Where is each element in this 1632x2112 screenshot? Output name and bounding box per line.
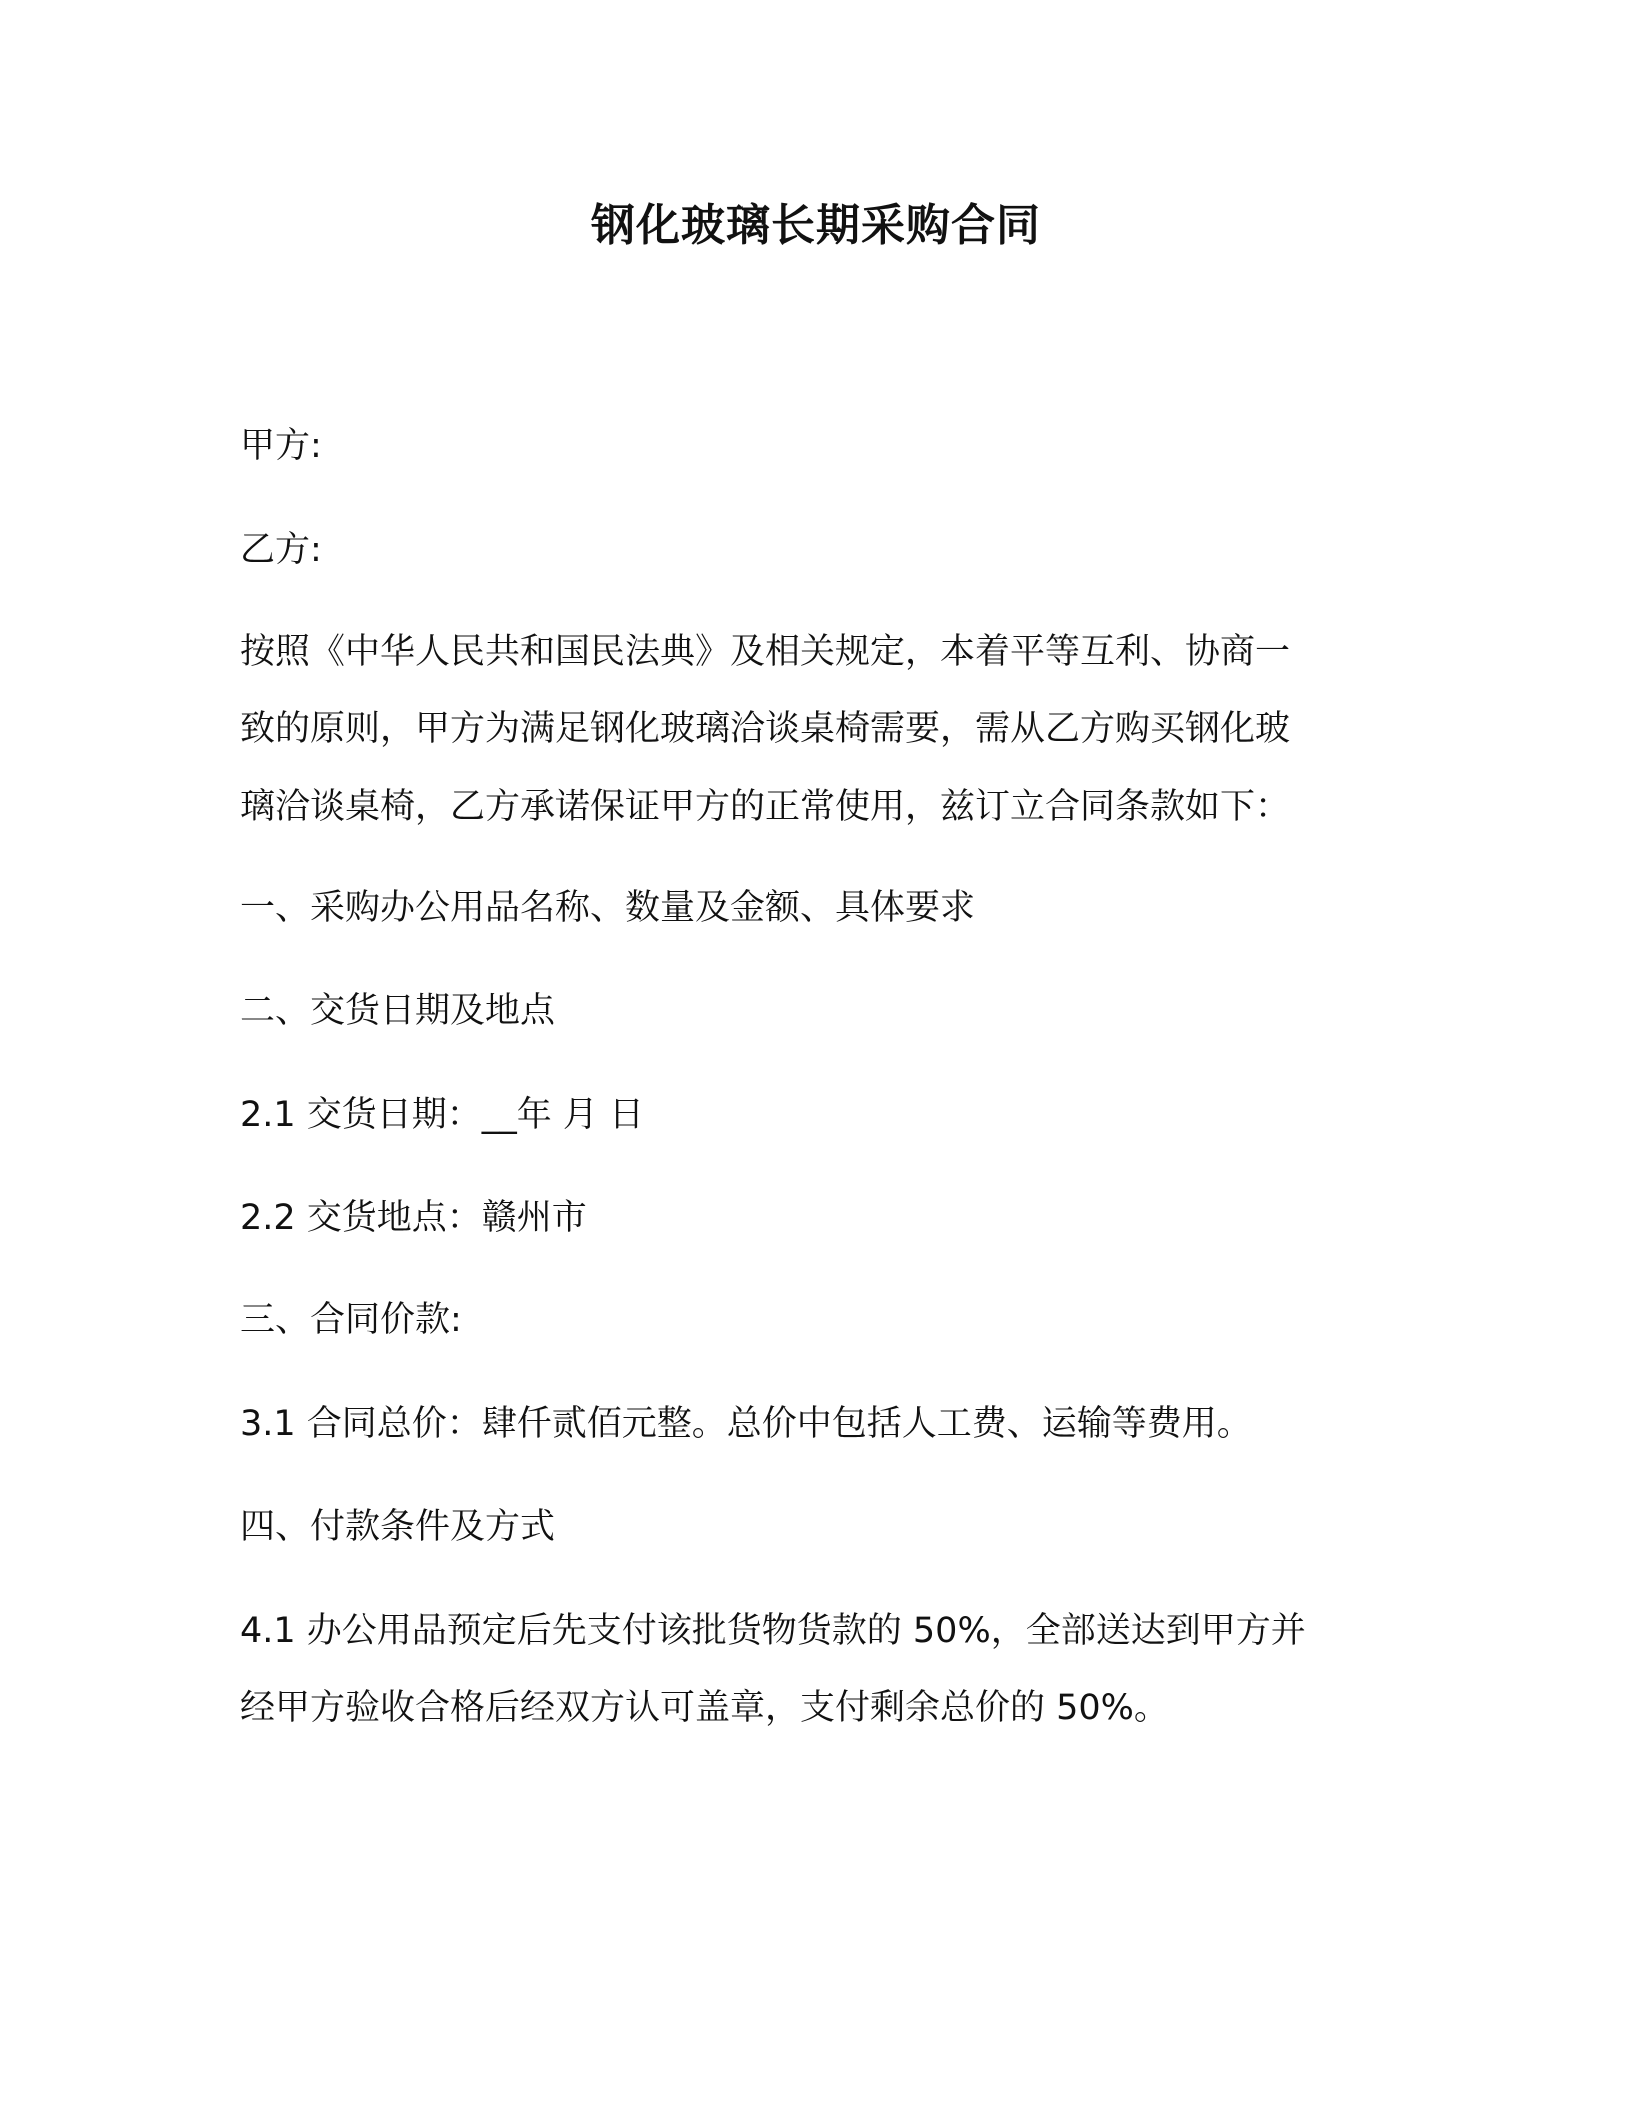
intro-line-3: 璃洽谈桌椅，乙方承诺保证甲方的正常使用，兹订立合同条款如下： (240, 787, 1291, 827)
section-1-heading: 一、采购办公用品名称、数量及金额、具体要求 (240, 888, 976, 928)
intro-line-1: 按照《中华人民共和国民法典》及相关规定，本着平等互利、协商一 (240, 632, 1291, 672)
clause-4-1-line-1: 4.1 办公用品预定后先支付该批货物货款的 50%，全部送达到甲方并 (240, 1611, 1306, 1651)
clause-3-1: 3.1 合同总价：肆仟贰佰元整。总价中包括人工费、运输等费用。 (240, 1404, 1252, 1444)
section-3-heading: 三、合同价款: (240, 1300, 462, 1340)
party-b-label: 乙方: (240, 530, 322, 570)
section-2-heading: 二、交货日期及地点 (240, 991, 556, 1031)
document-title: 钢化玻璃长期采购合同 (591, 200, 1041, 251)
clause-2-1: 2.1 交货日期：__年 月 日 (240, 1095, 645, 1135)
intro-line-2: 致的原则，甲方为满足钢化玻璃洽谈桌椅需要，需从乙方购买钢化玻 (240, 709, 1291, 749)
section-4-heading: 四、付款条件及方式 (240, 1507, 556, 1547)
clause-4-1-line-2: 经甲方验收合格后经双方认可盖章，支付剩余总价的 50%。 (240, 1688, 1169, 1728)
party-a-label: 甲方: (240, 426, 322, 466)
clause-2-2: 2.2 交货地点：赣州市 (240, 1198, 587, 1238)
